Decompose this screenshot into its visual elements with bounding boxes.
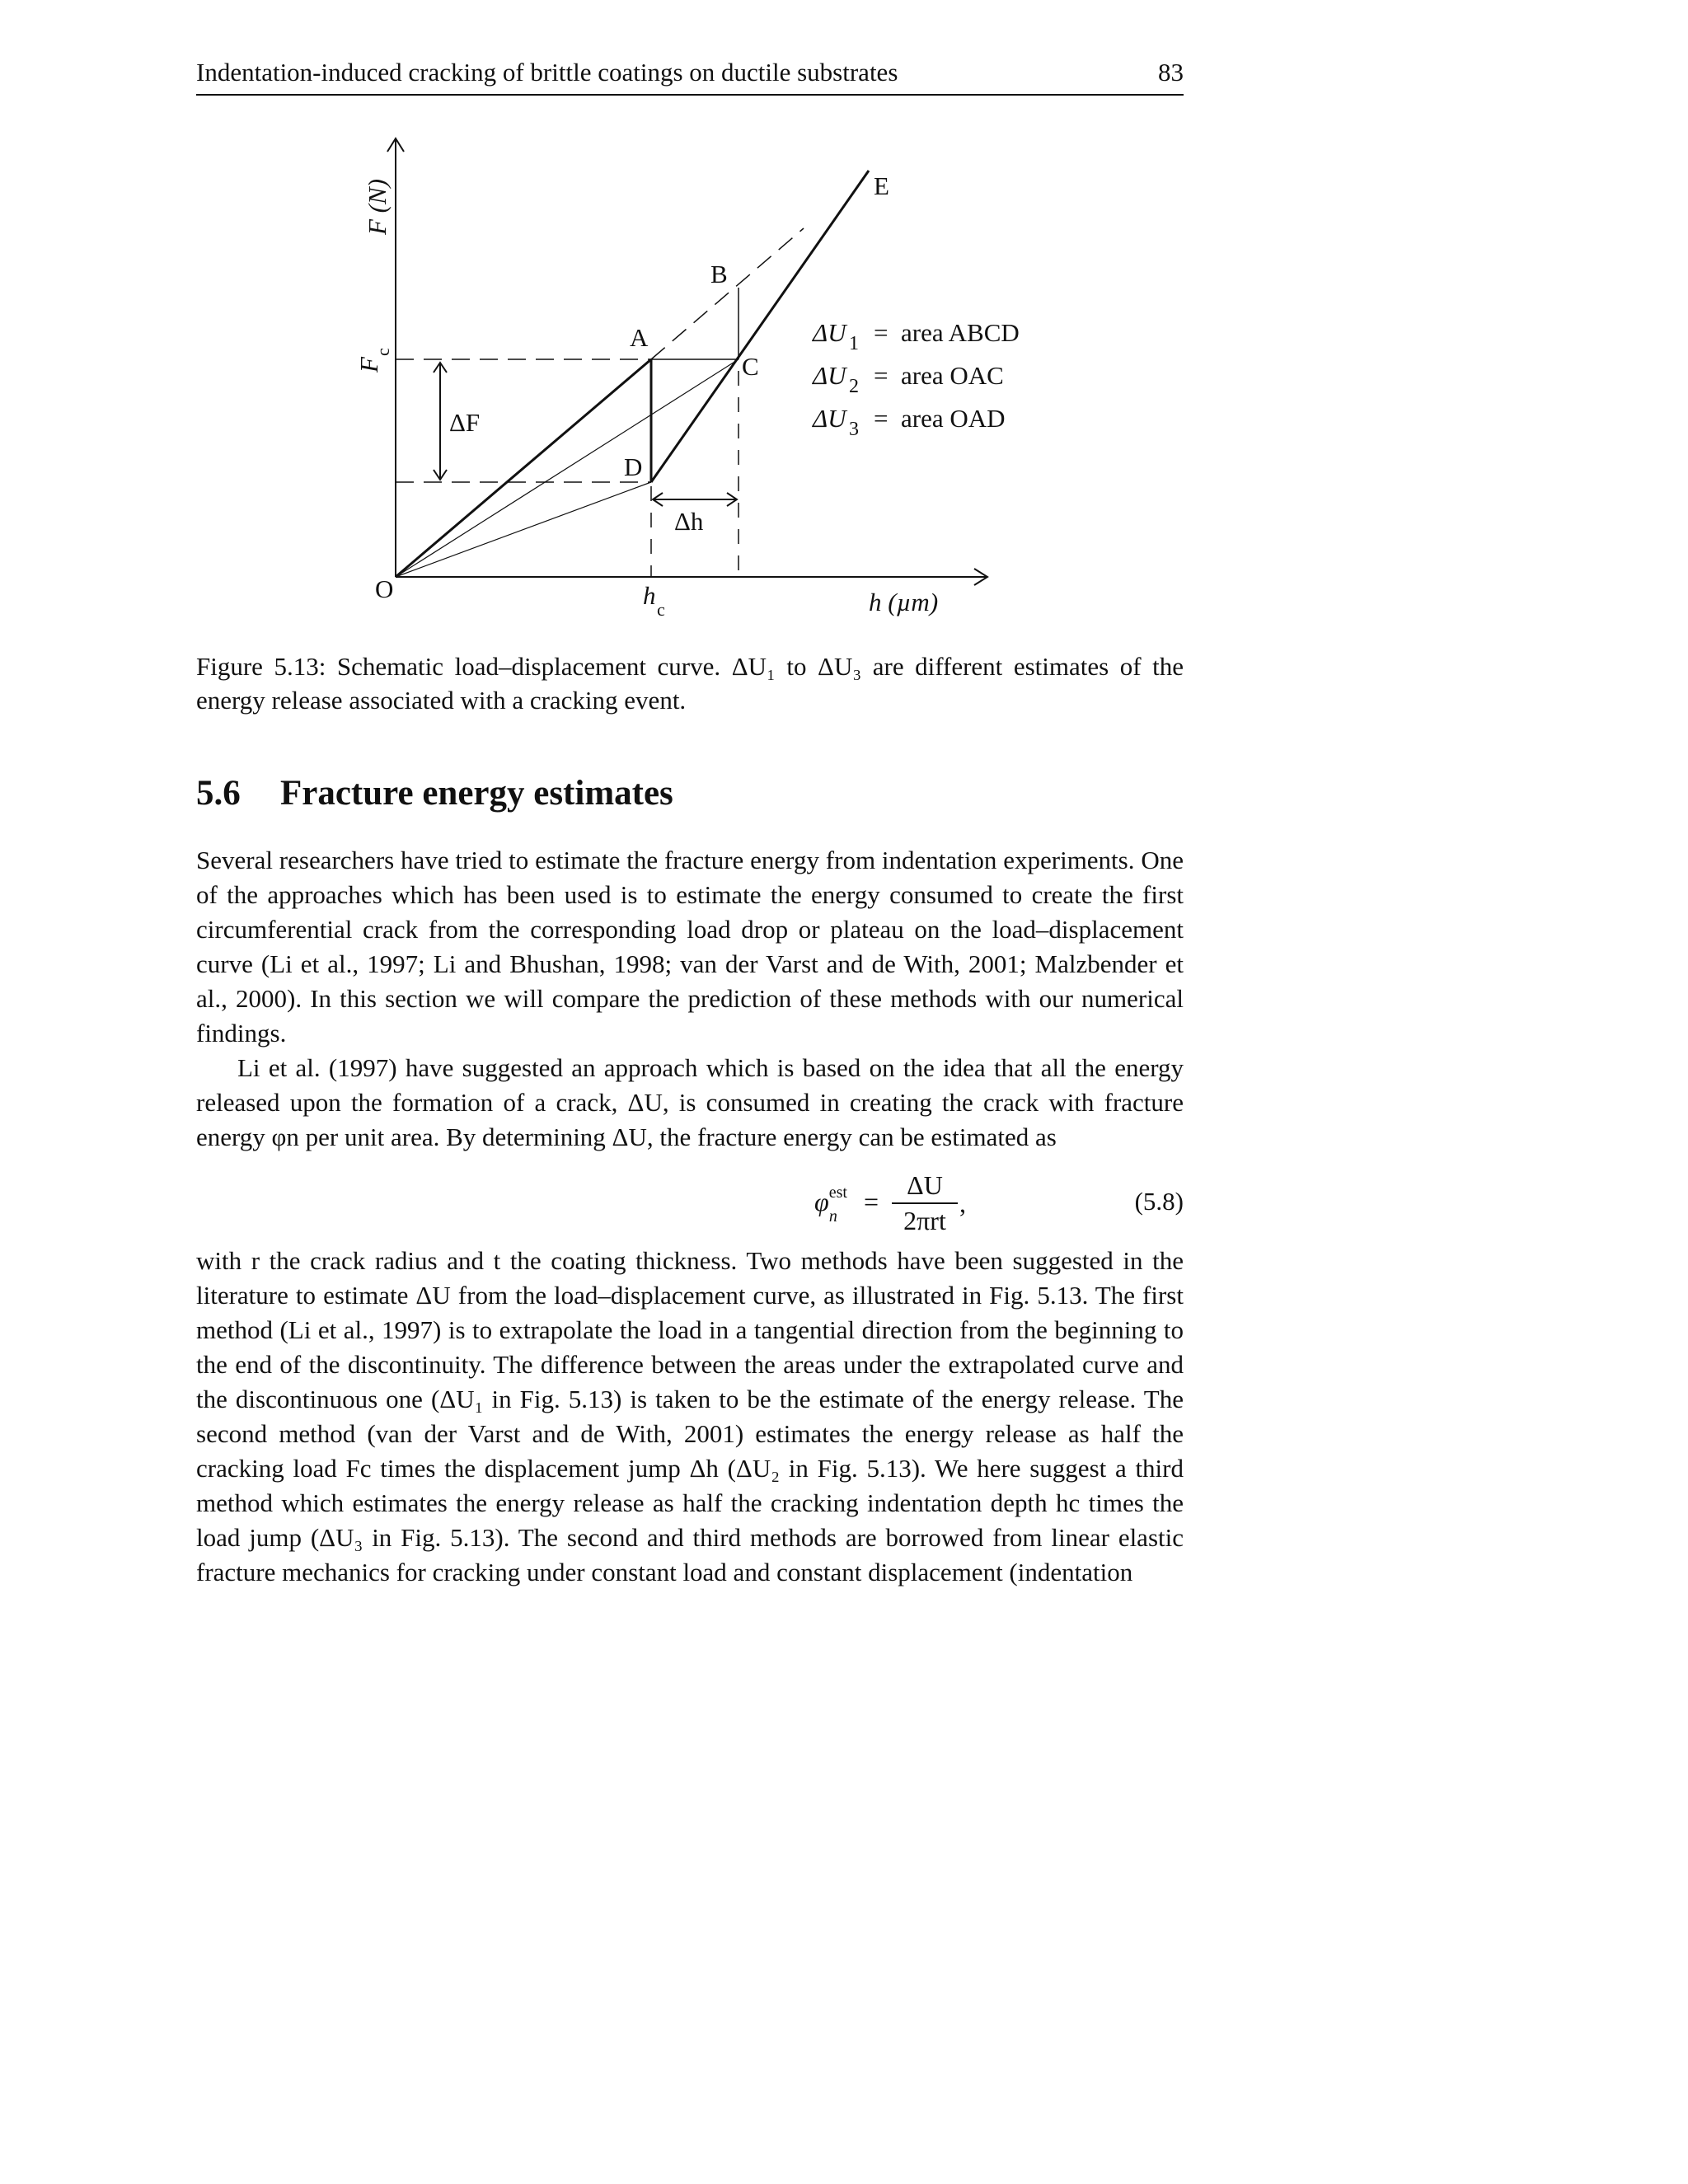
equation-number: (5.8) — [1134, 1187, 1184, 1216]
origin-label: O — [375, 574, 394, 603]
section-heading — [196, 773, 673, 813]
segment-oc — [396, 359, 738, 577]
equation-lhs — [814, 1183, 856, 1226]
legend-3-eq: = — [874, 404, 889, 433]
paragraph-1: Several researchers have tried to estimate the fracture energy from indentation experiments. One of the approaches which has been used is to estimate the energy consumed to create the first circumferential crack from the corresponding load drop or plateau on the load–displacement curve (Li et al., 1997; Li and Bhushan, 1998; van der Varst and de With, 2001; Malzbender et al., 2000). In this section we will compare the prediction of these methods with our numerical findings. — [196, 846, 1184, 1047]
equation-comma: , — [959, 1188, 966, 1218]
legend — [811, 318, 1020, 440]
legend-3-text: area OAD — [901, 404, 1006, 433]
y-axis-label: F (N) — [363, 178, 392, 235]
equation-superscript: est — [828, 1183, 847, 1202]
fc-label: F — [354, 357, 383, 373]
x-axis-label: h (µm) — [869, 588, 939, 616]
page-number: 83 — [1158, 58, 1184, 87]
point-e-label: E — [874, 171, 889, 200]
legend-2-symbol: ΔU — [813, 361, 846, 390]
section-number: 5.6 — [196, 774, 241, 813]
figure-caption: Figure 5.13: Schematic load–displacement curve. ΔU₁ to ΔU₃ are different estimates of the energy release associated with a cracking event. — [196, 652, 1184, 715]
legend-1-eq: = — [874, 318, 889, 347]
equation-numerator: ΔU — [892, 1170, 958, 1204]
load-displacement-figure — [0, 0, 1688, 659]
delta-f-label: ΔF — [449, 408, 481, 437]
fc-subscript: c — [373, 348, 393, 356]
point-a-label: A — [630, 323, 649, 352]
figure-labels — [354, 171, 1020, 620]
equation-denominator: 2πrt — [903, 1206, 946, 1235]
equation-subscript: n — [828, 1207, 837, 1226]
hc-label: h — [643, 581, 656, 610]
legend-3-symbol: ΔU — [813, 404, 846, 433]
running-title: Indentation-induced cracking of brittle coatings on ductile substrates — [196, 58, 898, 87]
legend-3-sub: 3 — [849, 419, 859, 440]
extrapolation-dashed-line — [651, 228, 804, 359]
equation-fraction — [892, 1170, 958, 1236]
paragraph-2: Li et al. (1997) have suggested an approach which is based on the idea that all the energy released upon the formation of a crack, ΔU, is consumed in creating the crack with fracture energy φn per unit area. By determining ΔU, the fracture energy can be estimated as — [196, 1053, 1184, 1151]
equation-equals: = — [864, 1187, 879, 1216]
figure-svg — [0, 0, 1688, 659]
legend-1-sub: 1 — [849, 333, 859, 354]
delta-h-label: Δh — [674, 507, 704, 536]
legend-2-text: area OAC — [901, 361, 1004, 390]
curves — [396, 171, 869, 577]
body-text-bottom — [196, 1244, 1184, 1590]
legend-1-text: area ABCD — [901, 318, 1020, 347]
hc-subscript: c — [657, 599, 665, 620]
equation-5-8 — [196, 1170, 1184, 1236]
legend-2-eq: = — [874, 361, 889, 390]
point-d-label: D — [624, 452, 643, 481]
point-b-label: B — [710, 260, 728, 288]
section-title: Fracture energy estimates — [280, 774, 673, 813]
equation-phi: φ — [814, 1187, 829, 1216]
paragraph-3: with r the crack radius and t the coating thickness. Two methods have been suggested in the literature to estimate ΔU from the load–displacement curve, as illustrated in Fig. 5.13. The first method (Li et al., 1997) is to extrapolate the load in a tangential direction from the beginning to the end of the discontinuity. The difference between the areas under the extrapolated curve and the discontinuous one (ΔU₁ in Fig. 5.13) is taken to be the estimate of the energy release. The second method (van der Varst and de With, 2001) estimates the energy release as half the cracking load Fc times the displacement jump Δh (ΔU₂ in Fig. 5.13). We here suggest a third method which estimates the energy release as half the cracking indentation depth hc times the load jump (ΔU₃ in Fig. 5.13). The second and third methods are borrowed from linear elastic fracture mechanics for cracking under constant load and constant displacement (indentation — [196, 1246, 1184, 1586]
legend-1-symbol: ΔU — [813, 318, 846, 347]
segment-oa — [396, 359, 651, 577]
body-text-top — [196, 843, 1184, 1155]
point-c-label: C — [742, 352, 759, 381]
legend-2-sub: 2 — [849, 376, 859, 397]
